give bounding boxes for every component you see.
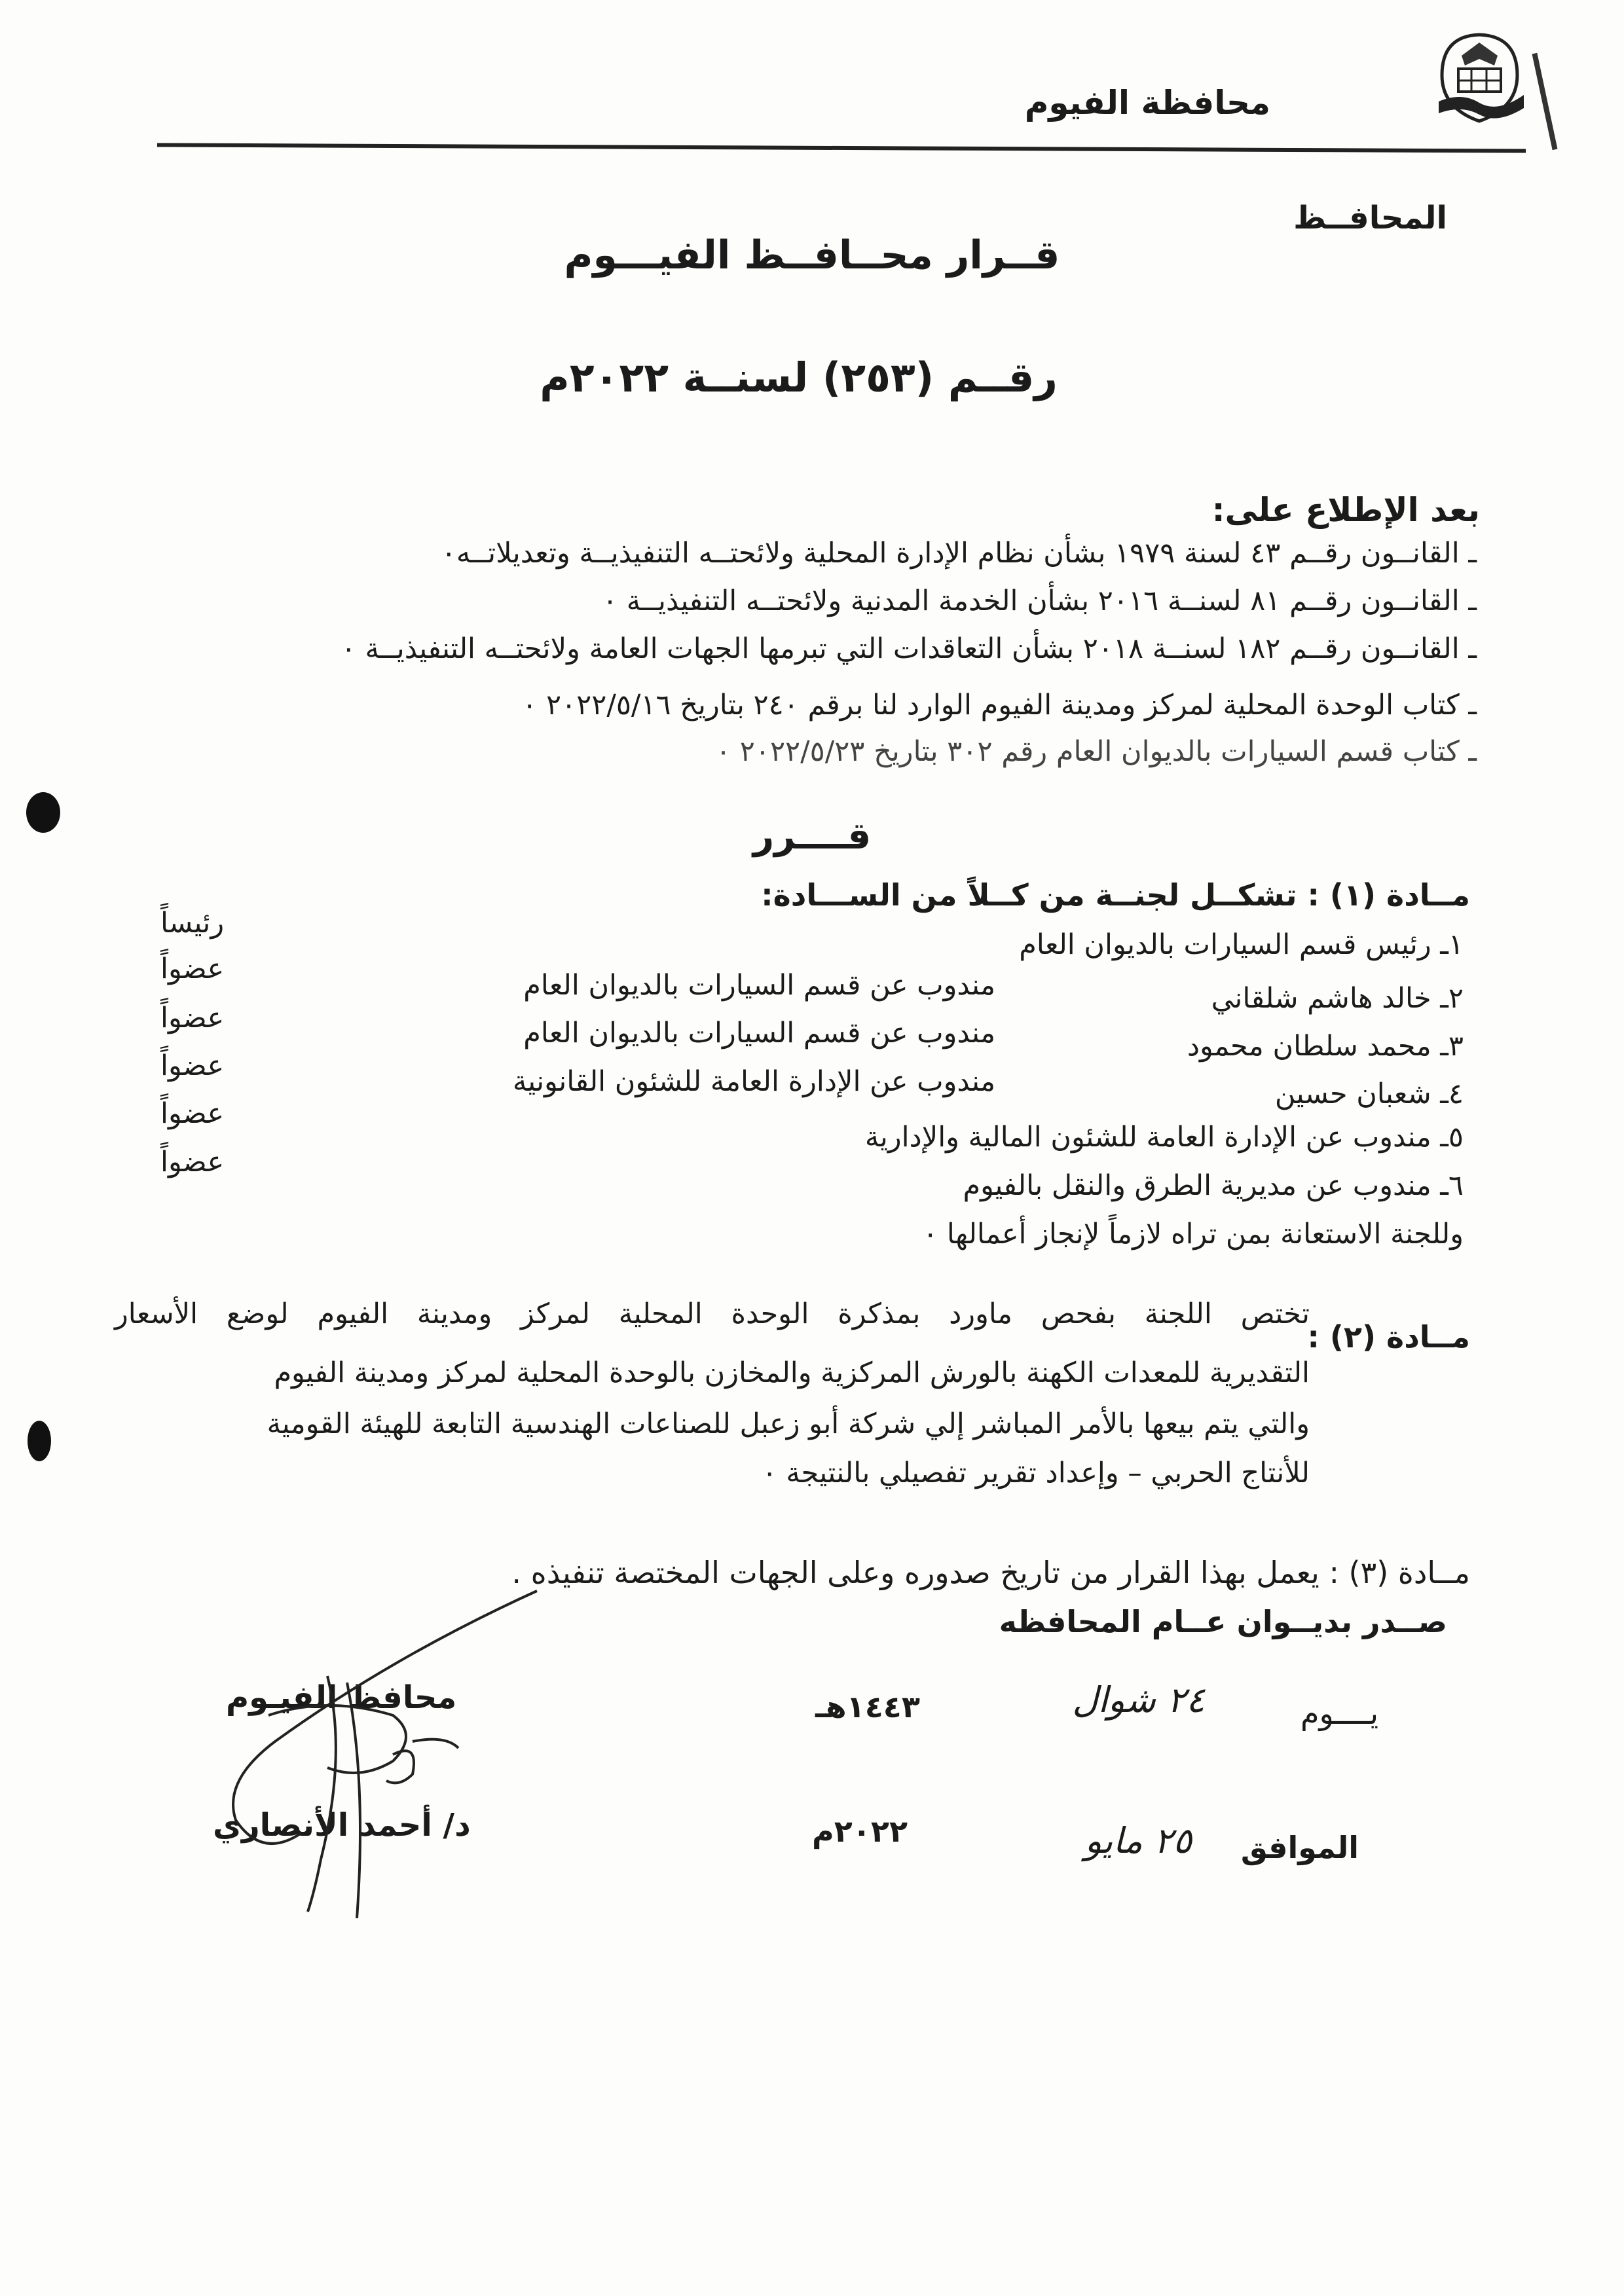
article-1-heading: مــادة (١) : تشكــل لجنــة من كــلاً من الســـادة: (761, 877, 1470, 913)
decree-title: قــرار محــافــظ الفيـــوم (564, 232, 1060, 278)
corresponding-label: الموافق (1240, 1830, 1359, 1865)
preamble-item: ـ كتاب الوحدة المحلية لمركز ومدينة الفيوم الوارد لنا برقم ٢٤٠ بتاريخ ٢٠٢٢/٥/١٦ ٠ (522, 689, 1477, 721)
hijri-year: ١٤٤٣هـ (815, 1689, 920, 1724)
committee-member: ٣ـ محمد سلطان محمود (1187, 1030, 1464, 1063)
signatory-name: د/ أحمد الأنصاري (213, 1807, 471, 1844)
committee-member: ٤ـ شعبان حسين (1274, 1078, 1464, 1110)
hijri-date-handwritten: ٢٤ شوال (1072, 1679, 1205, 1721)
committee-member: ٥ـ مندوب عن الإدارة العامة للشئون المالية والإدارية (864, 1121, 1464, 1154)
member-role: رئيساً (160, 907, 225, 939)
preamble-item: ـ القانــون رقــم ٤٣ لسنة ١٩٧٩ بشأن نظام الإدارة المحلية ولائحتــه التنفيذيــة وتعديلاتــه٠ (441, 537, 1477, 570)
article-3: مــادة (٣) : يعمل بهذا القرار من تاريخ صدوره وعلى الجهات المختصة تنفيذه . (511, 1555, 1470, 1590)
day-label: يــــوم (1301, 1696, 1378, 1731)
punch-hole (28, 1421, 51, 1461)
gregorian-year: ٢٠٢٢م (812, 1813, 908, 1849)
member-role: عضواً (160, 953, 225, 985)
margin-pen-mark (1532, 53, 1557, 150)
governorate-name: محافظة الفيوم (1024, 84, 1270, 122)
fayoum-governorate-emblem-icon (1435, 29, 1524, 128)
issued-at: صــدر بديــوان عــام المحافظه (999, 1604, 1447, 1639)
article-2-line: التقديرية للمعدات الكهنة بالورش المركزية والمخازن بالوحدة المحلية لمركز ومدينة الفيوم (274, 1357, 1310, 1389)
preamble-item: ـ القانــون رقــم ٨١ لسنــة ٢٠١٦ بشأن الخدمة المدنية ولائحتــه التنفيذيــة ٠ (602, 585, 1477, 617)
member-role: عضواً (160, 1146, 225, 1178)
article-2-line: تختص اللجنة بفحص ماورد بمذكرة الوحدة المحلية لمركز ومدينة الفيوم لوضع الأسعار (115, 1298, 1310, 1330)
governor-office: المحافــظ (1293, 200, 1447, 236)
member-role: عضواً (160, 1002, 225, 1034)
member-role: عضواً (160, 1049, 225, 1082)
handwritten-signature (196, 1584, 563, 1925)
article-2-line: للأنتاج الحربي – وإعداد تقرير تفصيلي بالنتيجة ٠ (762, 1457, 1310, 1489)
article-2-label: مــادة (٢) : (1307, 1319, 1470, 1355)
gregorian-date-handwritten: ٢٥ مايو (1084, 1820, 1192, 1861)
article-2-line: والتي يتم بيعها بالأمر المباشر إلي شركة أبو زعبل للصناعات الهندسية التابعة للهيئة القومية (267, 1408, 1310, 1440)
signatory-title: محافظ الفيـوم (226, 1679, 457, 1716)
committee-member: ٢ـ خالد هاشم شلقاني (1211, 982, 1464, 1015)
member-representation: مندوب عن قسم السيارات بالديوان العام (523, 1017, 995, 1049)
preamble-item: ـ القانــون رقــم ١٨٢ لسنــة ٢٠١٨ بشأن التعاقدات التي تبرمها الجهات العامة ولائحتــه التنفيذيــة ٠ (341, 632, 1477, 665)
committee-note: وللجنة الاستعانة بمن تراه لازماً لإنجاز أعمالها ٠ (923, 1218, 1464, 1250)
committee-member: ١ـ رئيس قسم السيارات بالديوان العام (1019, 928, 1464, 961)
punch-hole (26, 792, 60, 833)
committee-member: ٦ـ مندوب عن مديرية الطرق والنقل بالفيوم (963, 1169, 1464, 1202)
preamble-item: ـ كتاب قسم السيارات بالديوان العام رقم ٣٠٢ بتاريخ ٢٠٢٢/٥/٢٣ ٠ (715, 735, 1477, 768)
member-role: عضواً (160, 1097, 225, 1130)
member-representation: مندوب عن الإدارة العامة للشئون القانونية (513, 1065, 995, 1098)
member-representation: مندوب عن قسم السيارات بالديوان العام (523, 969, 995, 1002)
header-rule (157, 143, 1526, 153)
decided-heading: قــــرر (752, 815, 872, 858)
preamble-heading: بعد الإطلاع على: (1211, 491, 1480, 529)
decree-number: رقــم (٢٥٣) لسنــة ٢٠٢٢م (540, 354, 1058, 401)
